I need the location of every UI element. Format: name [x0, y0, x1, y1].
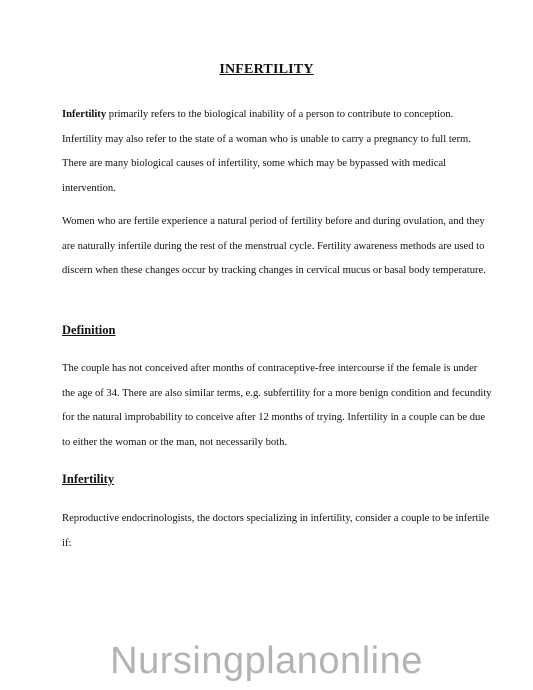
intro-paragraph [62, 103, 492, 201]
infertility-heading: Infertility [62, 472, 115, 486]
fertility-paragraph: Women who are fertile experience a natural period of fertility before and during ovulation, and they are naturally infertile during the rest of the menstrual cycle. Fertility awareness methods are used to discern when these changes occur by tracking changes in cervical mucus or basal body temperature. [62, 216, 486, 277]
infertility-paragraph: Reproductive endocrinologists, the doctors specializing in infertility, consider a couple to be infertile if: [62, 513, 490, 549]
intro-text: primarily refers to the biological inability of a person to contribute to conception. Infertility may also refer to the state of a woman who is unable to carry a pregnancy to full term. There are many biological causes of infertility, some which may be bypassed with medical intervention. [62, 109, 471, 194]
definition-heading: Definition [62, 323, 116, 337]
definition-paragraph: The couple has not conceived after months of contraceptive-free intercourse if the female is under the age of 34. There are also similar terms, e.g. subfertility for a more benign condition and fecundity for the natural improbability to conceive after 12 months of trying. Infertility in a couple can be due to either the woman or the man, not necessarily both. [62, 363, 492, 448]
watermark-text: Nursingplanonline [110, 640, 423, 682]
document-title: INFERTILITY [219, 62, 314, 77]
intro-lead-term: Infertility [62, 109, 107, 120]
